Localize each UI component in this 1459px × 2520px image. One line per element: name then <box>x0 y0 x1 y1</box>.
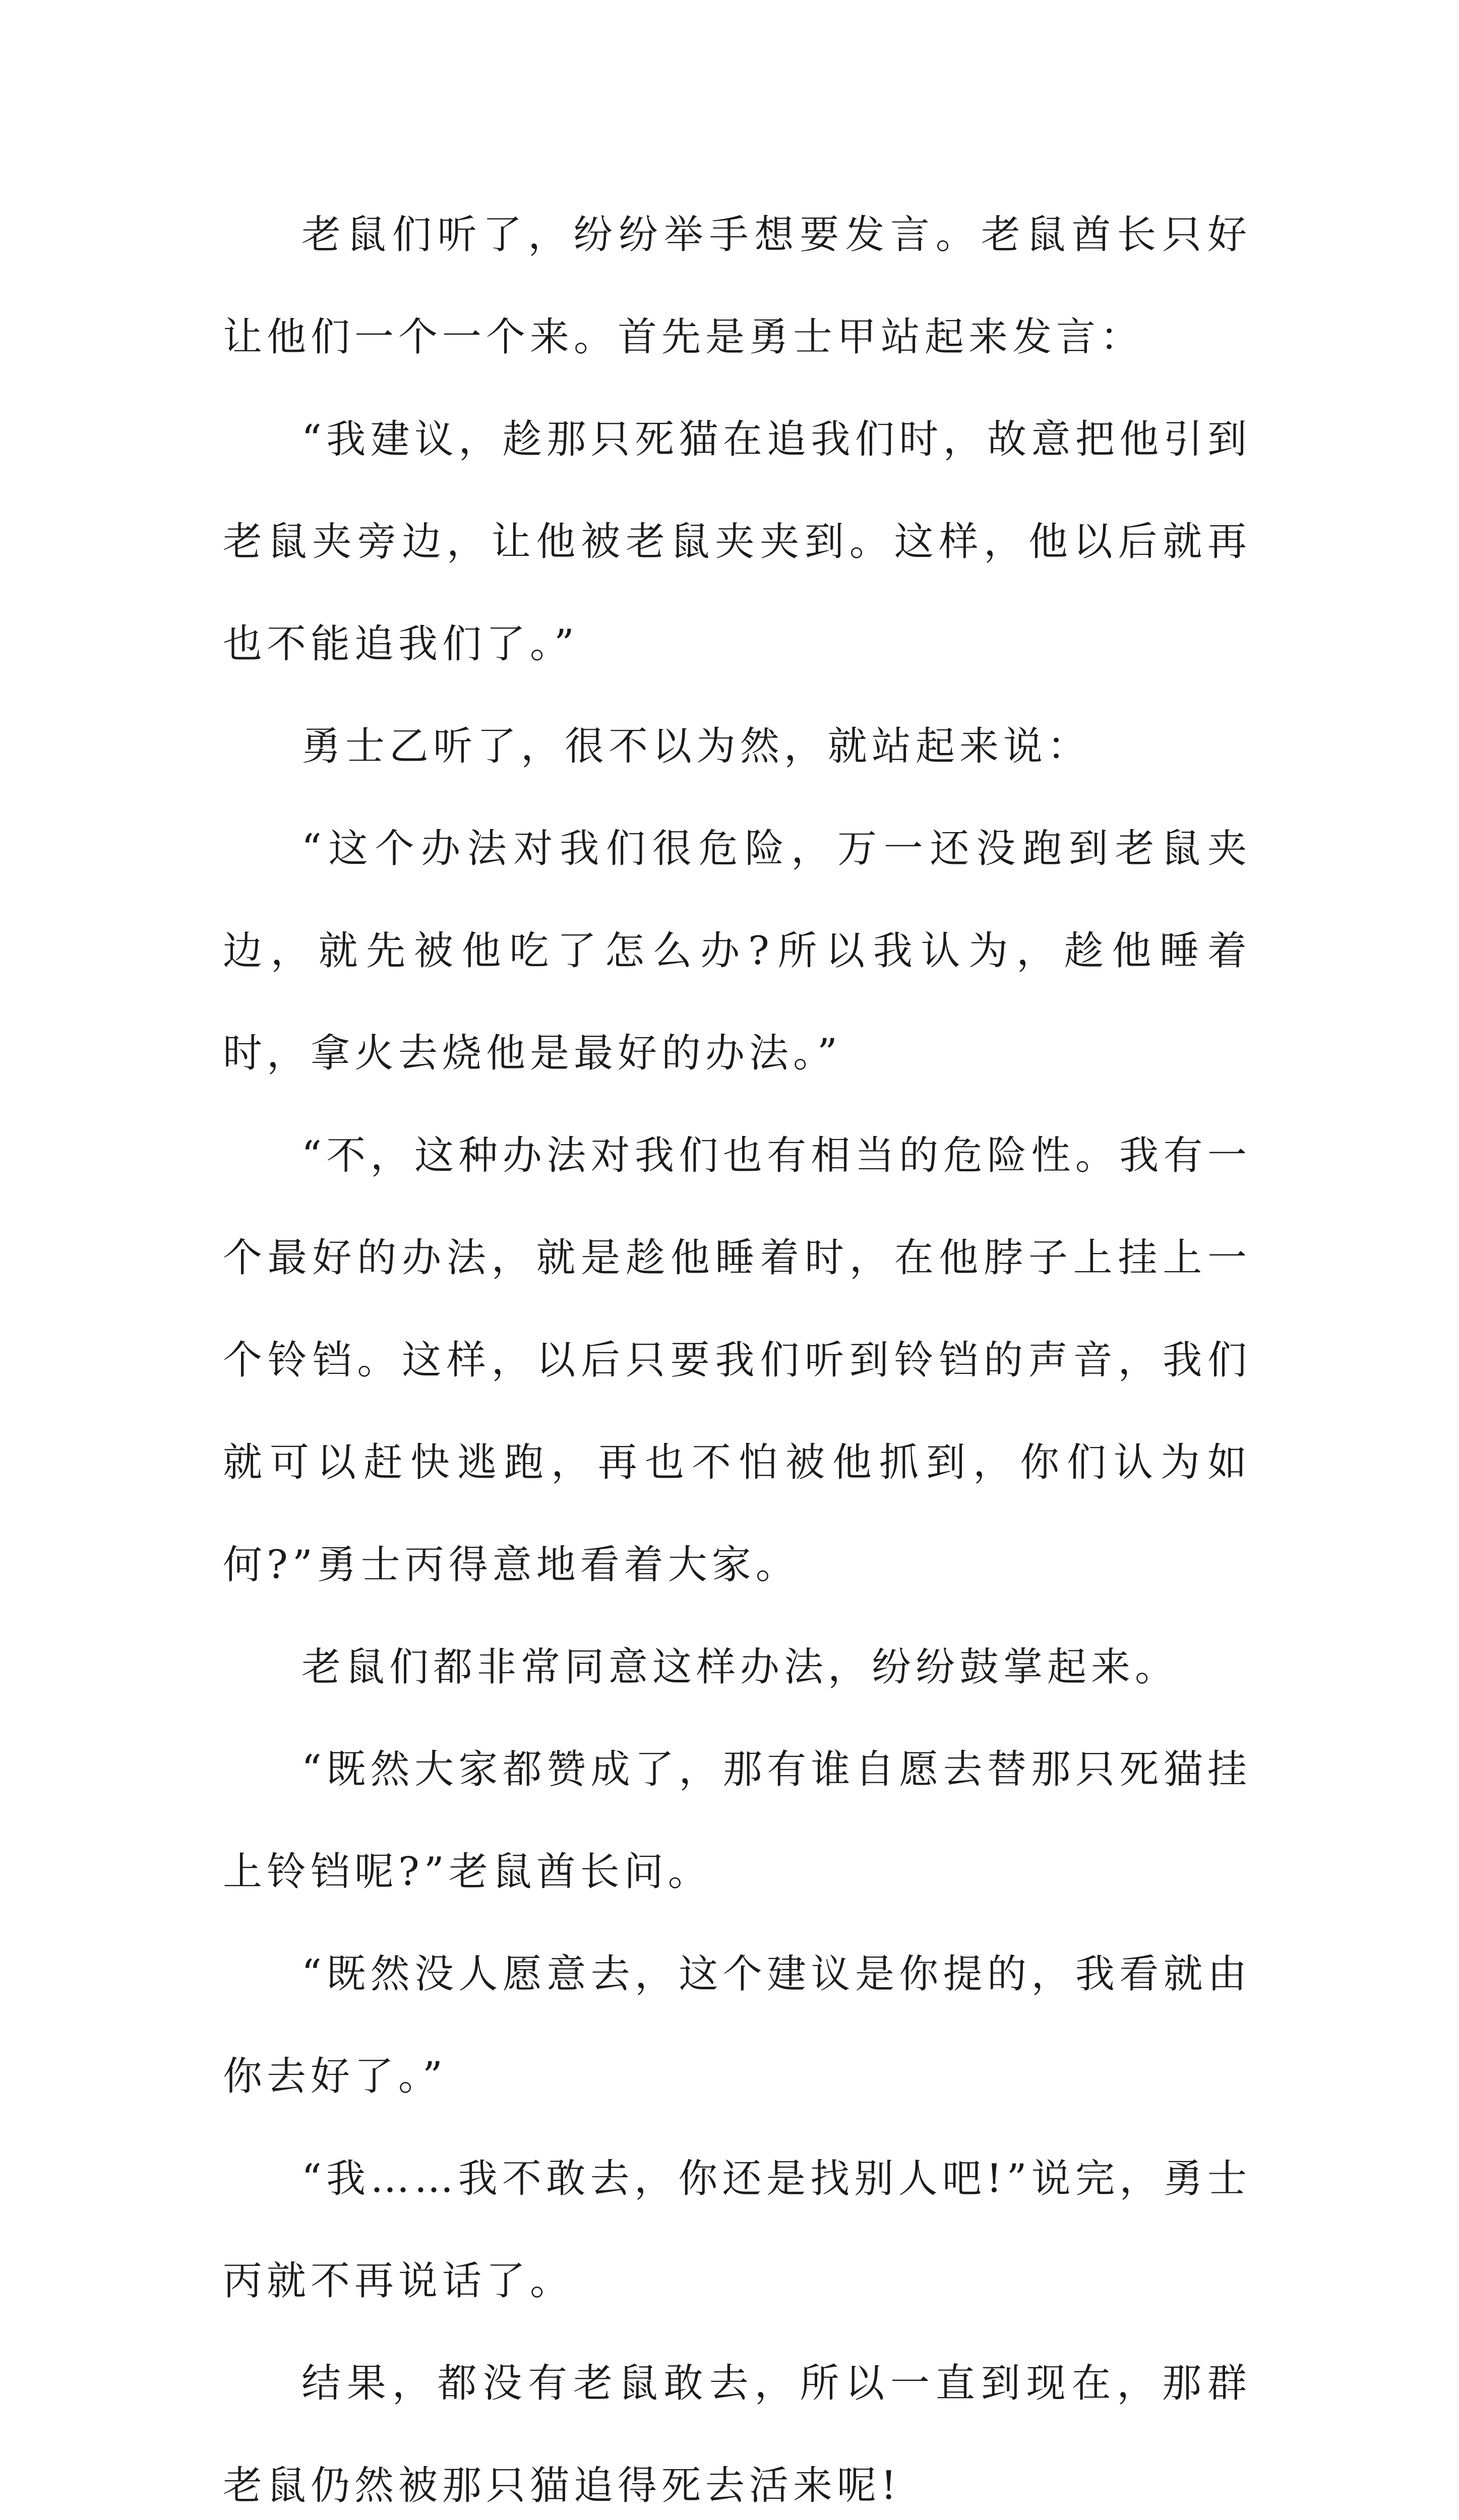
paragraph-4: “这个办法对我们很危险，万一还没跑到老鼠夹边，就先被他吃了怎么办?所以我认为，趁他睡着时，拿火去烧他是最好的办法。” <box>223 826 1251 1076</box>
paragraph-9: “我……我不敢去，你还是找别人吧!”说完，勇士丙就不再说话了。 <box>223 2156 1251 2304</box>
paragraph-2: “我建议，趁那只死猫在追我们时，故意把他引到老鼠夹旁边，让他被老鼠夹夹到。这样，他以后就再也不能追我们了。” <box>223 417 1251 667</box>
paragraph-1: 老鼠们听了，纷纷举手想要发言。老鼠酋长只好让他们一个一个来。首先是勇士甲站起来发言： <box>223 212 1251 360</box>
paragraph-3: 勇士乙听了，很不以为然，就站起来说： <box>301 724 1091 769</box>
paragraph-6: 老鼠们都非常同意这样办法，纷纷鼓掌起来。 <box>301 1645 1179 1690</box>
paragraph-10: 结果，都没有老鼠敢去，所以一直到现在，那群老鼠仍然被那只猫追得死去活来呢! <box>223 2361 1251 2508</box>
paragraph-5: “不，这种办法对我们也有相当的危险性。我有一个最好的办法，就是趁他睡着时，在他脖子上挂上一个铃铛。这样，以后只要我们听到铃铛的声音，我们就可以赶快逃跑，再也不怕被他抓到，你们认为如何?”勇士丙得意地看着大家。 <box>223 1133 1251 1588</box>
paragraph-7: “既然大家都赞成了，那有谁自愿去替那只死猫挂上铃铛呢?”老鼠酋长问。 <box>223 1747 1251 1895</box>
document-body <box>223 184 1251 2520</box>
paragraph-8: “既然没人愿意去，这个建议是你提的，我看就由你去好了。” <box>223 1951 1251 2099</box>
